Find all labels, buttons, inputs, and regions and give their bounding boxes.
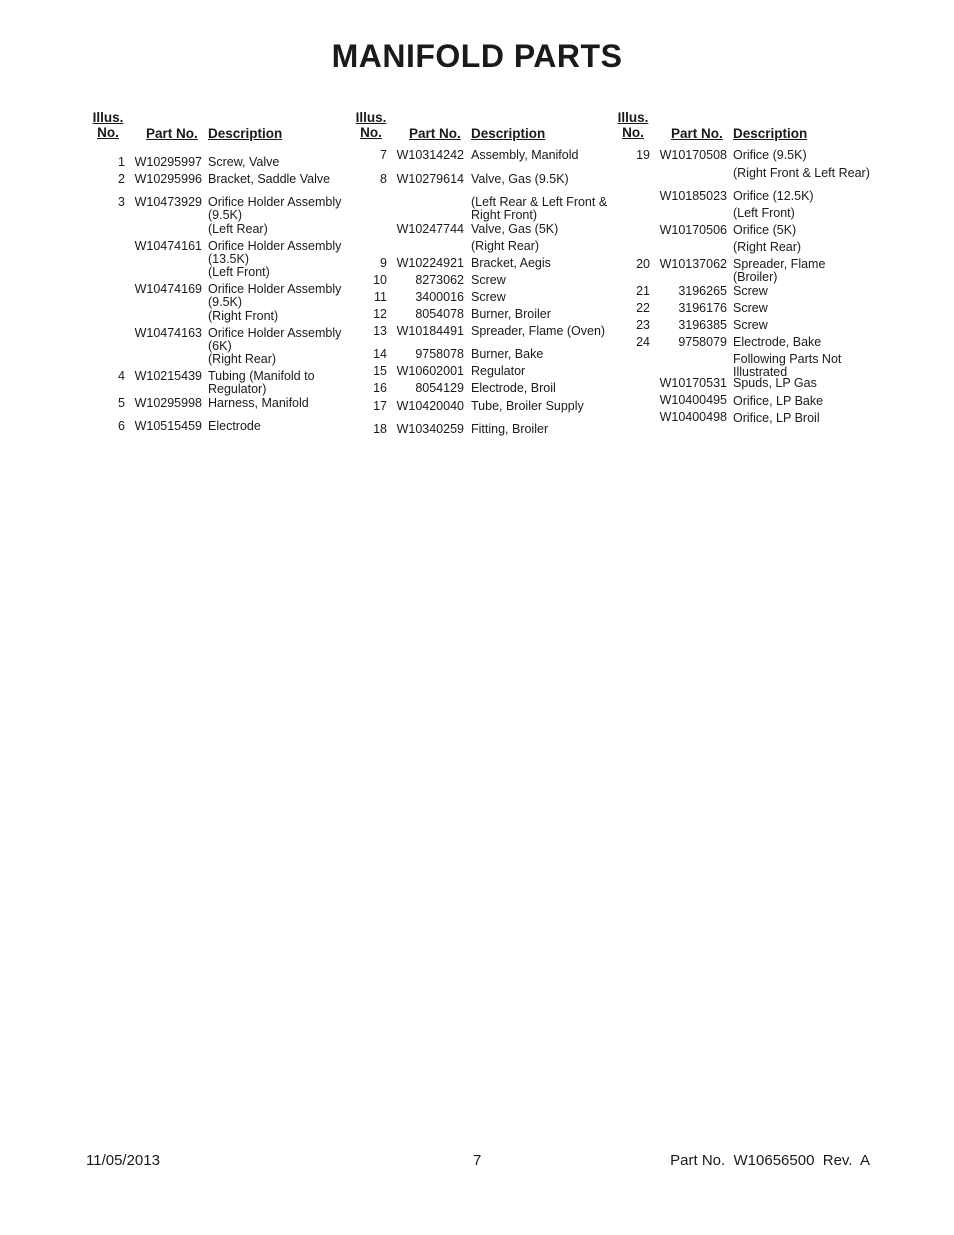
illus-no-header: Illus. No. bbox=[617, 110, 649, 140]
illus-number: 2 bbox=[118, 172, 125, 186]
part-description: Screw bbox=[733, 318, 768, 332]
illus-number: 4 bbox=[118, 369, 125, 383]
part-description: (Left Front) bbox=[733, 206, 795, 220]
part-no-header: Part No. bbox=[146, 126, 198, 141]
illus-number: 6 bbox=[118, 419, 125, 433]
part-description: Spreader, Flame (Broiler) bbox=[733, 257, 826, 284]
part-description: Bracket, Aegis bbox=[471, 256, 551, 270]
part-number: W10184491 bbox=[396, 324, 464, 338]
part-number: W10170508 bbox=[659, 148, 727, 162]
part-description: Orifice Holder Assembly (9.5K) bbox=[208, 282, 342, 309]
illus-number: 17 bbox=[373, 399, 387, 413]
part-number: W10340259 bbox=[396, 422, 464, 436]
part-no-header: Part No. bbox=[409, 126, 461, 141]
part-description: Tube, Broiler Supply bbox=[471, 399, 584, 413]
part-description: Electrode, Bake bbox=[733, 335, 822, 349]
part-description: (Right Rear) bbox=[471, 239, 540, 253]
illus-no-header: Illus. No. bbox=[355, 110, 387, 140]
part-number: W10474163 bbox=[134, 326, 202, 340]
part-description: Burner, Broiler bbox=[471, 307, 551, 321]
part-number: W10295998 bbox=[134, 396, 202, 410]
part-description: Harness, Manifold bbox=[208, 396, 309, 410]
illus-number: 13 bbox=[373, 324, 387, 338]
part-description: Orifice Holder Assembly (13.5K) bbox=[208, 239, 342, 266]
illus-number: 14 bbox=[373, 347, 387, 361]
part-description: Screw bbox=[733, 301, 768, 315]
part-number: W10474161 bbox=[134, 239, 202, 253]
parts-column-3 bbox=[612, 110, 872, 450]
footer-date: 11/05/2013 bbox=[86, 1152, 160, 1169]
part-number: W10295997 bbox=[134, 155, 202, 169]
part-number: W10247744 bbox=[396, 222, 464, 236]
part-description: Fitting, Broiler bbox=[471, 422, 549, 436]
part-number: W10420040 bbox=[396, 399, 464, 413]
part-number: W10224921 bbox=[396, 256, 464, 270]
part-number: W10602001 bbox=[396, 364, 464, 378]
part-description: Electrode, Broil bbox=[471, 381, 556, 395]
illus-number: 23 bbox=[636, 318, 650, 332]
part-description: Regulator bbox=[471, 364, 526, 378]
part-description: Orifice (5K) bbox=[733, 223, 797, 237]
part-description: Spuds, LP Gas bbox=[733, 376, 817, 390]
illus-number: 9 bbox=[380, 256, 387, 270]
parts-column-2 bbox=[350, 110, 612, 450]
part-number: 8273062 bbox=[415, 273, 464, 287]
illus-number: 18 bbox=[373, 422, 387, 436]
page-title: MANIFOLD PARTS bbox=[331, 38, 623, 74]
part-description: (Left Front) bbox=[208, 265, 270, 279]
illus-number: 16 bbox=[373, 381, 387, 395]
footer-page-number: 7 bbox=[473, 1152, 482, 1169]
part-description: (Right Front) bbox=[208, 309, 279, 323]
illus-number: 1 bbox=[118, 155, 125, 169]
part-number: W10170531 bbox=[659, 376, 727, 390]
part-description: Valve, Gas (9.5K) bbox=[471, 172, 569, 186]
part-number: W10295996 bbox=[134, 172, 202, 186]
illus-number: 15 bbox=[373, 364, 387, 378]
part-description: Bracket, Saddle Valve bbox=[208, 172, 331, 186]
part-number: 3196385 bbox=[678, 318, 727, 332]
illus-number: 12 bbox=[373, 307, 387, 321]
illus-number: 7 bbox=[380, 148, 387, 162]
part-description: (Left Rear & Left Front & Right Front) bbox=[471, 195, 608, 222]
part-description: Screw bbox=[471, 290, 506, 304]
part-number: 8054078 bbox=[415, 307, 464, 321]
illus-number: 8 bbox=[380, 172, 387, 186]
part-description: Spreader, Flame (Oven) bbox=[471, 324, 606, 338]
part-description: Orifice (9.5K) bbox=[733, 148, 807, 162]
parts-column-1 bbox=[88, 110, 348, 450]
part-description: Screw bbox=[471, 273, 506, 287]
part-description: (Right Front & Left Rear) bbox=[733, 166, 870, 180]
part-number: W10215439 bbox=[134, 369, 202, 383]
illus-no-header: Illus. No. bbox=[92, 110, 124, 140]
illus-number: 24 bbox=[636, 335, 650, 349]
part-number: W10515459 bbox=[134, 419, 202, 433]
part-description: (Left Rear) bbox=[208, 222, 268, 236]
footer-document-part-number: Part No. W10656500 Rev. A bbox=[670, 1152, 870, 1169]
illus-number: 21 bbox=[636, 284, 650, 298]
part-number: W10314242 bbox=[396, 148, 464, 162]
part-description: Orifice (12.5K) bbox=[733, 189, 814, 203]
part-number: 3196176 bbox=[678, 301, 727, 315]
part-number: 8054129 bbox=[415, 381, 464, 395]
part-description: Screw, Valve bbox=[208, 155, 280, 169]
part-number: W10185023 bbox=[659, 189, 727, 203]
illus-number: 19 bbox=[636, 148, 650, 162]
part-description: Tubing (Manifold to Regulator) bbox=[208, 369, 315, 396]
part-description: Orifice, LP Bake bbox=[733, 394, 824, 408]
part-description: Screw bbox=[733, 284, 768, 298]
part-number: 3196265 bbox=[678, 284, 727, 298]
part-description: Orifice, LP Broil bbox=[733, 411, 820, 425]
part-description: Electrode bbox=[208, 419, 261, 433]
illus-number: 10 bbox=[373, 273, 387, 287]
part-number: 9758078 bbox=[415, 347, 464, 361]
description-header: Description bbox=[208, 126, 283, 141]
part-description: (Right Rear) bbox=[208, 352, 277, 366]
part-description: Assembly, Manifold bbox=[471, 148, 579, 162]
part-description: Burner, Bake bbox=[471, 347, 544, 361]
illus-number: 22 bbox=[636, 301, 650, 315]
illus-number: 11 bbox=[374, 290, 387, 304]
part-number: W10400498 bbox=[659, 410, 727, 424]
illus-number: 20 bbox=[636, 257, 650, 271]
part-number: W10279614 bbox=[396, 172, 464, 186]
illus-number: 3 bbox=[118, 195, 125, 209]
part-number: 9758079 bbox=[678, 335, 727, 349]
description-header: Description bbox=[471, 126, 546, 141]
not-illustrated-note: Following Parts Not Illustrated bbox=[733, 352, 842, 379]
part-number: W10473929 bbox=[134, 195, 202, 209]
part-number: 3400016 bbox=[415, 290, 464, 304]
part-number: W10170506 bbox=[659, 223, 727, 237]
part-number: W10400495 bbox=[659, 393, 727, 407]
part-description: Orifice Holder Assembly (6K) bbox=[208, 326, 342, 353]
part-description: Orifice Holder Assembly (9.5K) bbox=[208, 195, 342, 222]
illus-number: 5 bbox=[118, 396, 125, 410]
part-number: W10137062 bbox=[659, 257, 727, 271]
part-description: (Right Rear) bbox=[733, 240, 802, 254]
part-description: Valve, Gas (5K) bbox=[471, 222, 559, 236]
description-header: Description bbox=[733, 126, 808, 141]
part-number: W10474169 bbox=[134, 282, 202, 296]
part-no-header: Part No. bbox=[671, 126, 723, 141]
